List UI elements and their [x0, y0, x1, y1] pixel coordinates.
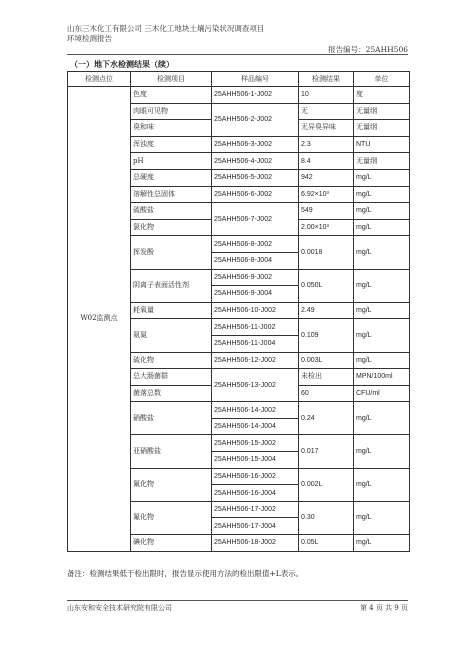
unit: MPN/100ml — [354, 369, 410, 386]
test-item: 氨氮 — [131, 319, 212, 352]
unit: mg/L — [354, 535, 410, 552]
test-item: 碘化物 — [131, 535, 212, 552]
sample-id: 25AHH506-14-J002 — [212, 402, 299, 419]
sample-id: 25AHH506-12-J002 — [212, 352, 299, 369]
test-result: 0.0018 — [299, 236, 354, 269]
report-number: 报告编号：25AHH506 — [328, 45, 408, 54]
sample-id: 25AHH506-11-J002 — [212, 319, 299, 336]
table-header-row — [68, 72, 410, 87]
remark-note: 备注：检测结果低于检出限时，报告显示使用方法的检出限值+L表示。 — [67, 569, 304, 578]
test-result: 6.92×10³ — [299, 186, 354, 203]
test-result: 0.05L — [299, 535, 354, 552]
test-result: 无 — [299, 103, 354, 120]
test-item: 肉眼可见物 — [131, 103, 212, 120]
test-result: 8.4 — [299, 153, 354, 170]
sample-id: 25AHH506-2-J002 — [212, 103, 299, 136]
sample-id: 25AHH506-3-J002 — [212, 136, 299, 153]
sample-id: 25AHH506-17-J004 — [212, 518, 299, 535]
test-item: 阴离子表面活性剂 — [131, 269, 212, 302]
sample-id: 25AHH506-4-J002 — [212, 153, 299, 170]
test-item: 总硬度 — [131, 169, 212, 186]
header-result: 检测结果 — [299, 72, 354, 87]
test-result: 549 — [299, 203, 354, 220]
test-item: pH — [131, 153, 212, 170]
unit: mg/L — [354, 186, 410, 203]
test-result: 10 — [299, 87, 354, 104]
unit: mg/L — [354, 319, 410, 352]
report-header — [67, 24, 407, 44]
sample-id: 25AHH506-8-J004 — [212, 252, 299, 269]
test-item: 总大肠菌群 — [131, 369, 212, 386]
sample-id: 25AHH506-5-J002 — [212, 169, 299, 186]
test-result: 2.49 — [299, 302, 354, 319]
sample-id: 25AHH506-9-J004 — [212, 286, 299, 303]
test-result: 0.24 — [299, 402, 354, 435]
sample-id: 25AHH506-18-J002 — [212, 535, 299, 552]
unit: 无量纲 — [354, 153, 410, 170]
test-item: 硝酸盐 — [131, 402, 212, 435]
test-item: 臭和味 — [131, 120, 212, 137]
test-result: 0.30 — [299, 501, 354, 534]
sample-id: 25AHH506-17-J002 — [212, 501, 299, 518]
test-item: 色度 — [131, 87, 212, 104]
unit: mg/L — [354, 352, 410, 369]
sample-id: 25AHH506-1-J002 — [212, 87, 299, 104]
test-item: 浑浊度 — [131, 136, 212, 153]
sample-id: 25AHH506-11-J004 — [212, 335, 299, 352]
unit: mg/L — [354, 468, 410, 501]
sample-id: 25AHH506-13-J002 — [212, 369, 299, 402]
unit: mg/L — [354, 203, 410, 220]
test-result: 60 — [299, 385, 354, 402]
sample-id: 25AHH506-15-J004 — [212, 452, 299, 469]
sample-id: 25AHH506-16-J002 — [212, 468, 299, 485]
test-result: 无异臭异味 — [299, 120, 354, 137]
test-result: 0.002L — [299, 468, 354, 501]
test-result: 未检出 — [299, 369, 354, 386]
sample-id: 25AHH506-7-J002 — [212, 203, 299, 236]
test-item: 亚硝酸盐 — [131, 435, 212, 468]
unit: 度 — [354, 87, 410, 104]
test-item: 氯化物 — [131, 219, 212, 236]
groundwater-results-table — [67, 71, 410, 552]
header-sample: 样品编号 — [212, 72, 299, 87]
test-item: 氟化物 — [131, 501, 212, 534]
header-point: 检测点位 — [68, 72, 131, 87]
header-divider — [67, 54, 408, 55]
test-result: 0.003L — [299, 352, 354, 369]
test-item: 氰化物 — [131, 468, 212, 501]
test-result: 2.00×10³ — [299, 219, 354, 236]
table-row — [68, 87, 410, 104]
footer-company: 山东安和安全技术研究院有限公司 — [67, 604, 172, 612]
test-result: 0.109 — [299, 319, 354, 352]
test-result: 0.017 — [299, 435, 354, 468]
sample-id: 25AHH506-6-J002 — [212, 186, 299, 203]
unit: mg/L — [354, 435, 410, 468]
test-item: 溶解性总固体 — [131, 186, 212, 203]
sample-id: 25AHH506-14-J004 — [212, 418, 299, 435]
test-result: 942 — [299, 169, 354, 186]
unit: mg/L — [354, 169, 410, 186]
unit: mg/L — [354, 402, 410, 435]
unit: mg/L — [354, 501, 410, 534]
test-item: 硫化物 — [131, 352, 212, 369]
test-result: 2.3 — [299, 136, 354, 153]
unit: NTU — [354, 136, 410, 153]
sample-id: 25AHH506-8-J002 — [212, 236, 299, 253]
test-result: 0.050L — [299, 269, 354, 302]
page-number: 第 4 页 共 9 页 — [359, 604, 408, 612]
sample-id: 25AHH506-15-J002 — [212, 435, 299, 452]
unit: 无量纲 — [354, 120, 410, 137]
test-item: 挥发酚 — [131, 236, 212, 269]
section-title: （一）地下水检测结果（续） — [70, 59, 174, 69]
unit: CFU/ml — [354, 385, 410, 402]
test-item: 菌落总数 — [131, 385, 212, 402]
sample-id: 25AHH506-10-J002 — [212, 302, 299, 319]
unit: mg/L — [354, 302, 410, 319]
header-unit: 单位 — [354, 72, 410, 87]
unit: mg/L — [354, 236, 410, 269]
unit: 无量纲 — [354, 103, 410, 120]
header-item: 检测项目 — [131, 72, 212, 87]
header-title: 山东三木化工有限公司 三木化工地块土壤污染状况调查项目 — [67, 24, 265, 33]
sample-id: 25AHH506-9-J002 — [212, 269, 299, 286]
unit: mg/L — [354, 219, 410, 236]
test-item: 耗氧量 — [131, 302, 212, 319]
header-subtitle: 环境检测报告 — [67, 34, 112, 43]
monitoring-point: W02监测点 — [68, 87, 131, 552]
footer-divider — [67, 600, 408, 601]
sample-id: 25AHH506-16-J004 — [212, 485, 299, 502]
unit: mg/L — [354, 269, 410, 302]
test-item: 硫酸盐 — [131, 203, 212, 220]
